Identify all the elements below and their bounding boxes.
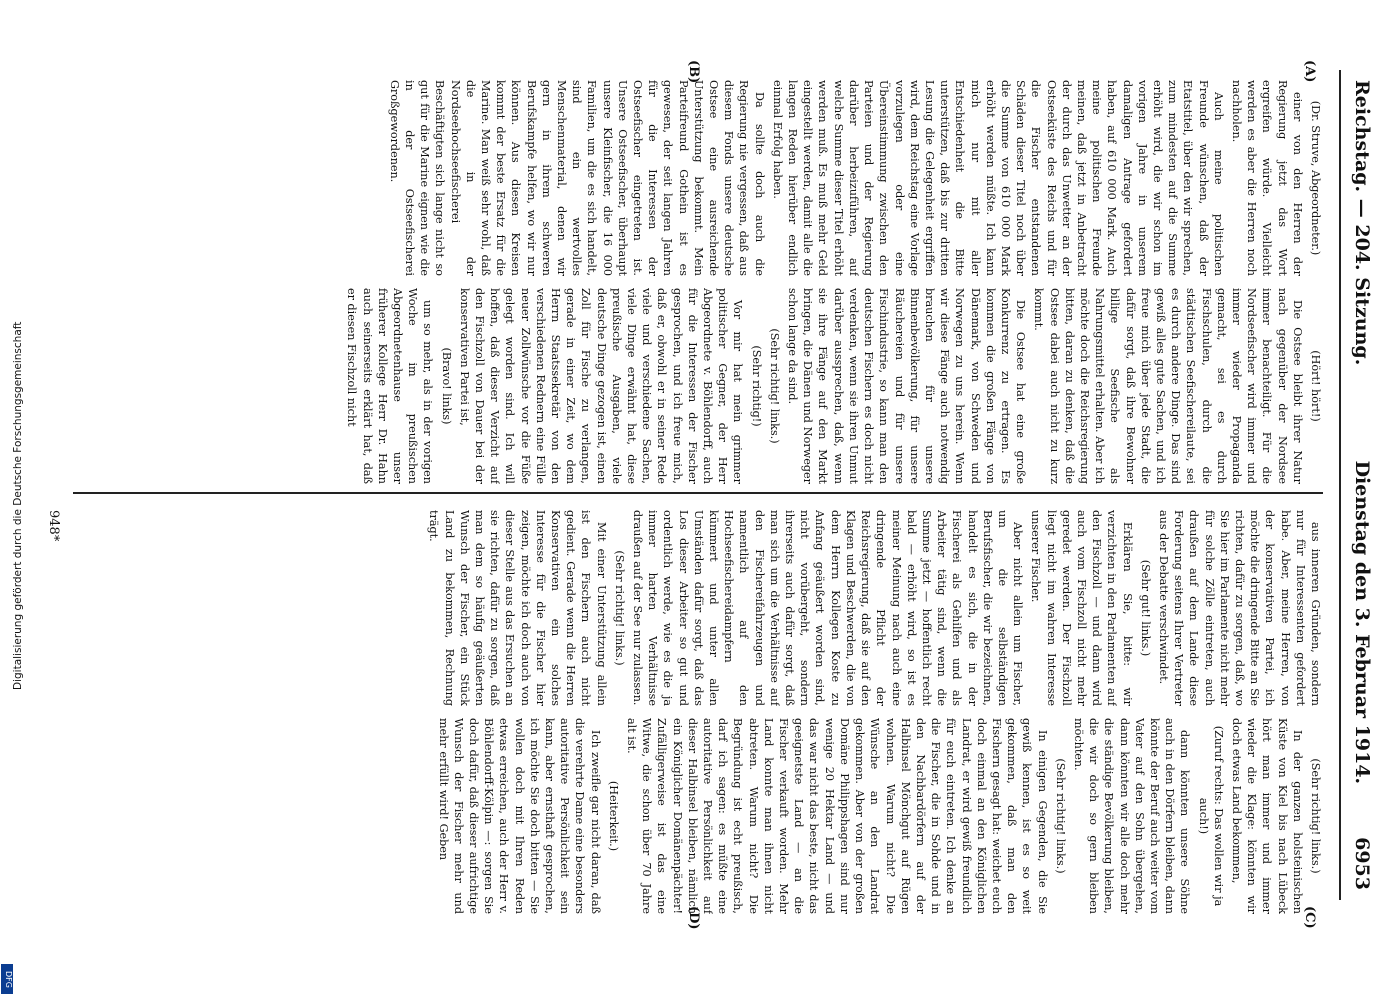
paragraph: Mit einer Unterstützung allein ist den Fischern auch nicht gedient. Gerade wenn die Herren Konservativen ein solches Interesse für die Fischer hier zeigen, möchte ich doch auch von dieser Stelle aus das Ersuchen an sie richten, dafür zu sorgen, daß man dem so häufig geäußerten Wunsch der Fischer, ein Stück Land zu bekommen, Rechnung trägt. bbox=[427, 510, 608, 706]
dfg-credit-text: Digitalisierung gefördert durch die Deutsche Forschungsgemeinschaft bbox=[12, 321, 24, 690]
right-column-2 bbox=[73, 718, 1323, 914]
interjection: (Sehr richtig! links.) bbox=[1053, 758, 1067, 874]
page-number: 6953 bbox=[1351, 837, 1373, 890]
margin-marker-d: (D) bbox=[686, 906, 701, 930]
interjection: (Sehr richtig! links.) bbox=[767, 328, 781, 444]
interjection: (Sehr gut! links.) bbox=[1138, 559, 1152, 657]
paragraph: Die Ostsee bleibt ihrer Natur nach gegenüber der Nordsee immer benachteiligt. Für die Nordseefischer wird immer und immer wieder Propaganda gemacht, sei es durch Fischschulen, durch die städtischen Seefischereilaute, sei es durch andere Dinge. Das sind gewiß alles gute Sachen, und ich freue mich über jede Stadt, die dafür sorgt, daß ihre Bewohner billige Seefische als Nahrungsmittel erhalten. Aber ich möchte doch die Reichsregierung bitten, daran zu denken, daß die Ostsee dabei auch nicht zu kurz kommt. bbox=[1032, 288, 1304, 484]
margin-marker-a: (A) bbox=[1302, 60, 1317, 83]
paragraph: Ich zweifle gar nicht daran, daß die verehrte Dame eine besonders autoritative Persönlichkeit sein kann, aber ernsthaft gesprochen, ich möchte Sie doch bitten — Sie wollen doch mit Ihren Reden etwas erreichen, auch der Herr v. Böhlendorff-Kölpin —: sorgen Sie doch dafür, daß dieser aufrichtige Wunsch der Fischer mehr und mehr erfüllt wird! Geben bbox=[436, 718, 602, 914]
left-page bbox=[73, 80, 1323, 485]
margin-marker-c: (C) bbox=[1302, 906, 1317, 929]
left-column-1 bbox=[73, 80, 1323, 276]
interjection: (Sehr richtig! links.) bbox=[612, 550, 626, 666]
paragraph: In der ganzen holsteinischen Küste von Kiel bis nach Lübeck hört man immer und immer wieder die Klage: könnten wir doch etwas Land bekommen, bbox=[1229, 718, 1304, 914]
left-column-2 bbox=[73, 288, 1323, 484]
interjection: (Sehr richtig! links.) bbox=[1309, 758, 1322, 874]
speaker-note: (Dr. Struve, Abgeordneter.) bbox=[1309, 100, 1322, 256]
header-rule bbox=[1339, 70, 1341, 900]
dfg-logo: DFG bbox=[1, 964, 13, 994]
paragraph: In einigen Gegenden, die Sie gewiß kennen, ist es so weit gekommen, daß man den Fischern gesagt hat: weichet euch doch einmal an den Königlichen Landrat, er wird gewiß freundlich für euch eintreten. Ich denke an die Fischer, die in Sohde und in den Nachbardörfern auf der Halbinsel Mönchgut auf Rügen wohnen. Warum nicht? Die Wünsche an den Landrat gekommen. Aber von der großen Domäne Philippshagen sind nur wenige 20 Hektar Land — und das war nicht das beste, nicht das geeignetste Land — an die Fischer verkauft worden. Mehr Land konnte man ihnen nicht abtreten. Warum nicht? Die Begründung ist echt preußisch, darf ich sagen: es müßte eine autoritative Persönlichkeit auf dieser Halbinsel bleiben, nämlich ein Königlicher Domänenpächter! Zufälligerweise ist das eine Witwe, die schon über 70 Jahre alt ist. bbox=[625, 718, 1049, 914]
interjection: (Bravo! links) bbox=[439, 347, 453, 425]
header-right: Dienstag den 3. Februar 1914. 6953 bbox=[1351, 460, 1373, 890]
right-column-1 bbox=[73, 510, 1323, 706]
interjection: (Sehr richtig!) bbox=[749, 345, 763, 427]
paragraph: Aber nicht allein um Fischer, um die selbständigen Berufsfischer, die wir bezeichnen, handelt es sich, die in der Fischerei als Gehilfen und als Arbeiter tätig sind, wenn die Summe jetzt — hoffentlich recht bald — erhöht wird, so ist es meiner Meinung nach auch eine dringende Pflicht der Reichsregierung, daß sie auf den Klagen und Beschwerden, die von dem Herrn Kollegen Koste zu Anfang geäußert worden sind, nicht vorübergeht, sondern ihrerseits auch dafür sorgt, daß man sich um die Verhältnisse auf den Fischereifahrzeugen und namentlich auf den Hochseefischereidampfern kümmert und unter allen Umständen dafür sorgt, daß das Los dieser Arbeiter so gut und ordentlich werde, wie es die ja immer harten Verhältnisse draußen auf der See nur zulassen. bbox=[631, 510, 1025, 706]
paragraph: Erklären Sie, bitte: wir verzichten in den Parlamenten auf den Fischzoll — und dann wird auch vom Fischzoll nicht mehr geredet werden. Der Fischzoll liegt nicht im wahren Interesse unserer Fischer. bbox=[1029, 510, 1134, 706]
paragraph: Auch meine politischen Freunde wünschen, daß der Etatstitel, über den wir sprechen, zum mindesten auf die Summe erhöht wird, die wir schon im vorigen Jahre in unserem damaligen Antrage gefordert haben, auf 610 000 Mark. Auch meine politischen Freunde meinen, daß jetzt in Anbetracht der durch das Unwetter an der Ostseeküste des Reichs und für die Fischer entstandenen Schäden dieser Titel noch über die Summe von 610 000 Mark erhöht werden müßte. Ich kann mich nur mit aller Entschiedenheit die Bitte unterstützen, daß bis zur dritten Lesung die Gelegenheit ergriffen wird, dem Reichstag eine Vorlage vorzulegen oder eine Übereinstimmung zwischen den Parteien und der Regierung darüber herbeizuführen, auf welche Summe dieser Titel erhöht werden muß. Es muß mehr Geld eingestellt werden, damit alle die langen Reden hierüber endlich einmal Erfolg haben. bbox=[770, 80, 1225, 276]
paragraph: aus inneren Gründen, sondern nur für Interessenten gefordert habe. Aber, meine Herren, von der konservativen Partei, ich möchte die dringende Bitte an Sie richten, dafür zu sorgen, daß, wo Sie hier im Parlamente nicht mehr für solche Zölle eintreten, auch draußen auf dem Lande diese Forderung seitens Ihrer Vertreter aus der Debatte verschwindet. bbox=[1156, 510, 1322, 706]
paragraph: Die Ostsee hat eine große Konkurrenz zu ertragen. Es kommen die großen Fänge von Dänemark, von Schweden und Norwegen zu uns herein. Wenn wir diese Fänge auch notwendig brauchen für unsere Binnenbevölkerung, für unsere Räuchereien und für unsere Fischindustrie, so kann man den deutschen Fischern es doch nicht verdenken, wenn sie ihren Unmut darüber aussprechen, daß, wenn sie ihre Fänge auf den Markt bringen, die Dänen und Norweger schon lange da sind. bbox=[786, 288, 1028, 484]
running-header bbox=[1345, 70, 1373, 900]
page-divider bbox=[73, 492, 1323, 494]
header-left: Reichstag. — 204. Sitzung. bbox=[1351, 80, 1373, 366]
interjection: (Hört! hört!) bbox=[1309, 350, 1322, 422]
paragraph: Vor mir hat mein grimmer politischer Gegner, der Herr Abgeordnete v. Böhlendorff, auch für die Interessen der Fischer gesprochen, und ich freue mich, daß er, obwohl er in seiner Rede viele und verschiedene Sachen, viele Dinge erwähnt hat, diese preußische Ausgaben, viele deutsche Dinge gezogen ist, einen Zoll für Fische zu verlangen, gerade in einer Zeit, wo dem Herrn Staatssekretär von den verschiedenen Rednern eine Fülle neuer Zollwünsche vor die Füße gelegt worden sind. Ich will hoffen, daß dieser Verzicht auf den Fischzoll von Dauer bei der konservativen Partei ist, bbox=[457, 288, 745, 484]
margin-marker-b: (B) bbox=[686, 60, 701, 84]
page-footer-number: 948* bbox=[46, 510, 61, 542]
paragraph: einer von den Herren der Regierung jetzt das Wort ergreifen würde. Vielleicht werden es aber die Herren noch nachholen. bbox=[1229, 80, 1304, 276]
right-page bbox=[73, 510, 1323, 915]
paragraph: Da sollte doch auch die Regierung nie vergessen, daß aus diesem Fonds unsere deutsche Ostsee eine ausreichende Unterstützung bekommt. Mein Parteifreund Gothein ist es gewesen, der seit langen Jahren für die Interessen der Ostseefischer eingetreten ist. Unsere Ostseefischer, überhaupt unsere Kleinfischer, die 16 000 Familien, um die es sich handelt, sind ein wertvolles Menschenmaterial, denen wir gern in ihrem schweren Berufskampfe helfen, wo wir nur können. Aus diesen Kreisen kommt der beste Ersatz für die Marine. Man weiß sehr wohl, daß die in der Nordseehochseefischerei Beschäftigten sich lange nicht so gut für die Marine eignen wie die in der Ostseefischerei Großgewordenen. bbox=[387, 80, 766, 276]
paragraph: um so mehr, als in der vorigen Woche im preußischen Abgeordnetenhause unser früherer Kollege Herr Dr. Hahn auch seinerseits erklärt hat, daß er diesen Fischzoll nicht bbox=[345, 288, 435, 484]
interjection: (Heiterkeit.) bbox=[606, 780, 620, 852]
interjection: (Zuruf rechts: Das wollen wir ja auch!) bbox=[1196, 725, 1225, 907]
paragraph: dann könnten unsere Söhne auch in den Dörfern bleiben, dann könnte der Beruf auch weiter vom Vater auf den Sohn übergehen, dann könnten wir alle doch mehr die ständige Bevölkerung bleiben, die wir doch so gern bleiben möchten. bbox=[1071, 718, 1192, 914]
